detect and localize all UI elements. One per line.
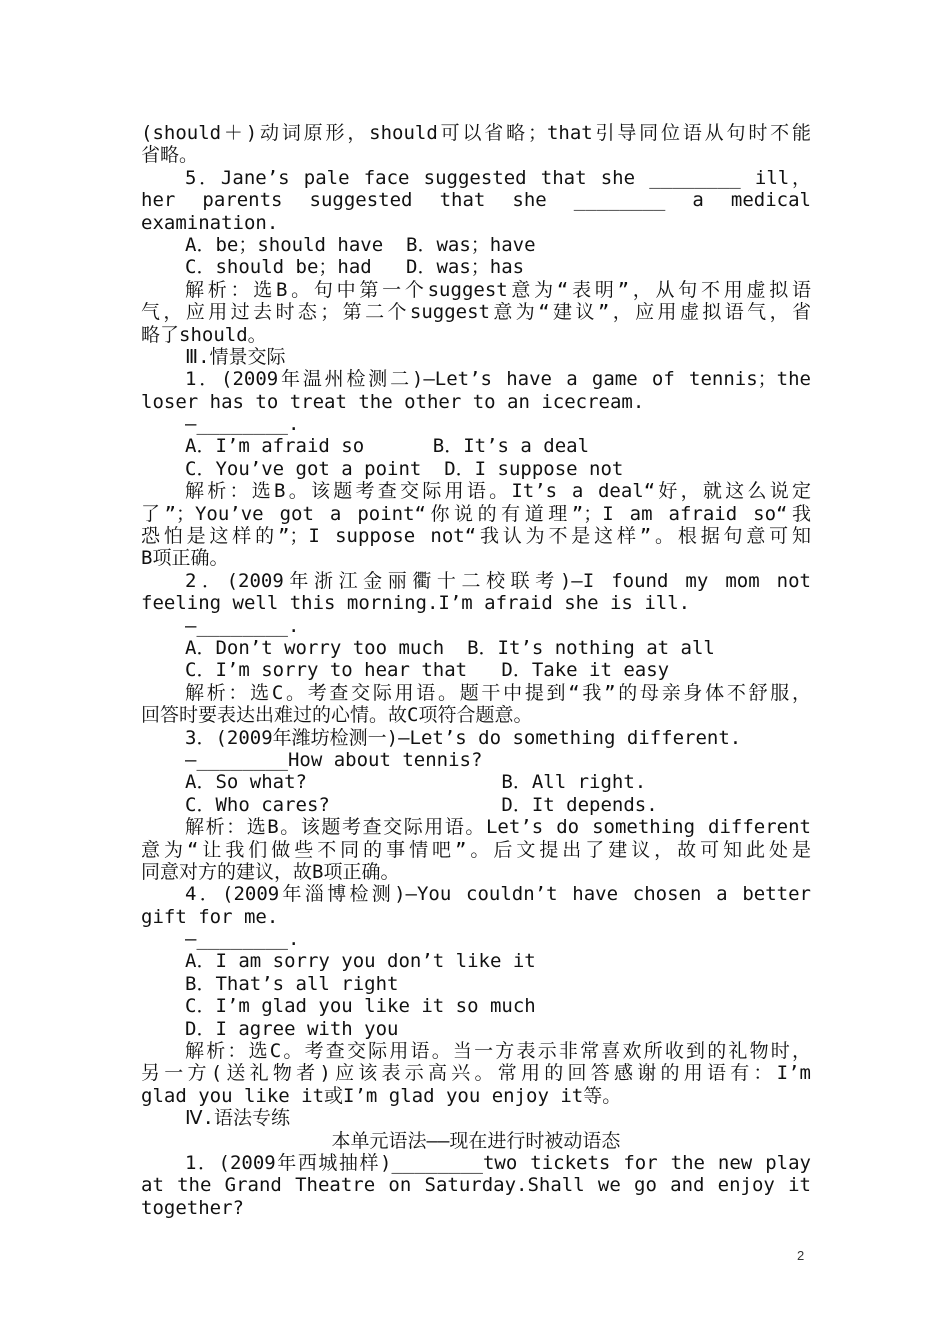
- text-line: 恐怕是这样的”；I suppose not“我认为不是这样”。根据句意可知: [141, 525, 811, 548]
- text-line: C．Who cares? D．It depends.: [185, 793, 658, 816]
- text-line: A．So what? B．All right.: [185, 771, 647, 794]
- text-line: 5．Jane’s pale face suggested that she ________ ill，: [185, 166, 811, 189]
- text-line: B．That’s all right: [185, 972, 399, 995]
- text-line: 解析：选B。该题考查交际用语。It’s a deal“好，就这么说定: [185, 480, 811, 503]
- text-line: A．be；should have B．was；have: [185, 233, 536, 256]
- text-line: glad you like it或I’m glad you enjoy it等。: [141, 1084, 622, 1107]
- text-line: A．Don’t worry too much B．It’s nothing at all: [185, 636, 715, 659]
- text-line: together?: [141, 1196, 244, 1219]
- text-line: C．should be；had D．was；has: [185, 256, 525, 279]
- text-line: 2．(2009年浙江金丽衢十二校联考)—I found my mom not: [185, 569, 811, 592]
- text-line: gift for me.: [141, 905, 279, 928]
- text-line: A．I am sorry you don’t like it: [185, 950, 536, 973]
- text-line: 省略。: [141, 144, 199, 167]
- text-line: 解析：选C。考查交际用语。当一方表示非常喜欢所收到的礼物时，: [185, 1040, 811, 1063]
- text-line: 同意对方的建议，故B项正确。: [141, 860, 400, 883]
- text-line: Ⅳ.语法专练: [185, 1107, 290, 1130]
- text-line: 3．(2009年潍坊检测一)—Let’s do something different.: [185, 726, 742, 749]
- text-line: —________How about tennis?: [185, 748, 483, 771]
- section-heading: 本单元语法——现在进行时被动语态: [331, 1129, 621, 1152]
- text-line: (should＋)动词原形，should可以省略；that引导同位语从句时不能: [141, 122, 811, 144]
- text-line: 4．(2009年淄博检测)—You couldn’t have chosen a better: [185, 883, 811, 906]
- text-line: 另一方(送礼物者)应该表示高兴。常用的回答感谢的用语有：I’m: [141, 1062, 811, 1085]
- text-line: C．I’m glad you like it so much: [185, 995, 536, 1018]
- text-line: 1．(2009年西城抽样)________two tickets for the new play: [185, 1151, 811, 1174]
- text-line: examination.: [141, 211, 279, 234]
- text-line: her parents suggested that she ________ a medical: [141, 189, 811, 212]
- text-line: —________.: [185, 928, 300, 951]
- text-line: —________.: [185, 614, 300, 637]
- text-line: A．I’m afraid so B．It’s a deal: [185, 435, 590, 458]
- text-line: Ⅲ.情景交际: [185, 345, 286, 368]
- text-line: D．I agree with you: [185, 1017, 399, 1040]
- text-line: B项正确。: [141, 547, 229, 570]
- text-line: at the Grand Theatre on Saturday.Shall we go and enjoy it: [141, 1174, 811, 1197]
- text-line: 气，应用过去时态；第二个suggest意为“建议”，应用虚拟语气，省: [141, 301, 811, 324]
- text-line: 解析：选B。该题考查交际用语。Let’s do something different: [185, 816, 811, 839]
- text-line: 1．(2009年温州检测二)—Let’s have a game of tennis；the: [185, 368, 811, 391]
- text-line: 回答时要表达出难过的心情。故C项符合题意。: [141, 704, 533, 727]
- text-line: —________.: [185, 413, 300, 436]
- text-line: C．I’m sorry to hear that D．Take it easy: [185, 659, 670, 682]
- text-line: 解析：选C。考查交际用语。题干中提到“我”的母亲身体不舒服，: [185, 681, 811, 704]
- text-line: C．You’ve got a point D．I suppose not: [185, 457, 624, 480]
- page-number: 2: [797, 1248, 805, 1263]
- text-line: 了”；You’ve got a point“你说的有道理”；I am afraid so“我: [141, 502, 811, 525]
- document-body: [141, 122, 811, 1219]
- text-line: 解析：选B。句中第一个suggest意为“表明”，从句不用虚拟语: [185, 278, 811, 301]
- text-line: 略了should。: [141, 323, 267, 346]
- text-line: feeling well this morning.I’m afraid she is ill.: [141, 592, 691, 615]
- text-line: 意为“让我们做些不同的事情吧”。后文提出了建议，故可知此处是: [141, 838, 811, 861]
- text-line: loser has to treat the other to an icecream.: [141, 390, 645, 413]
